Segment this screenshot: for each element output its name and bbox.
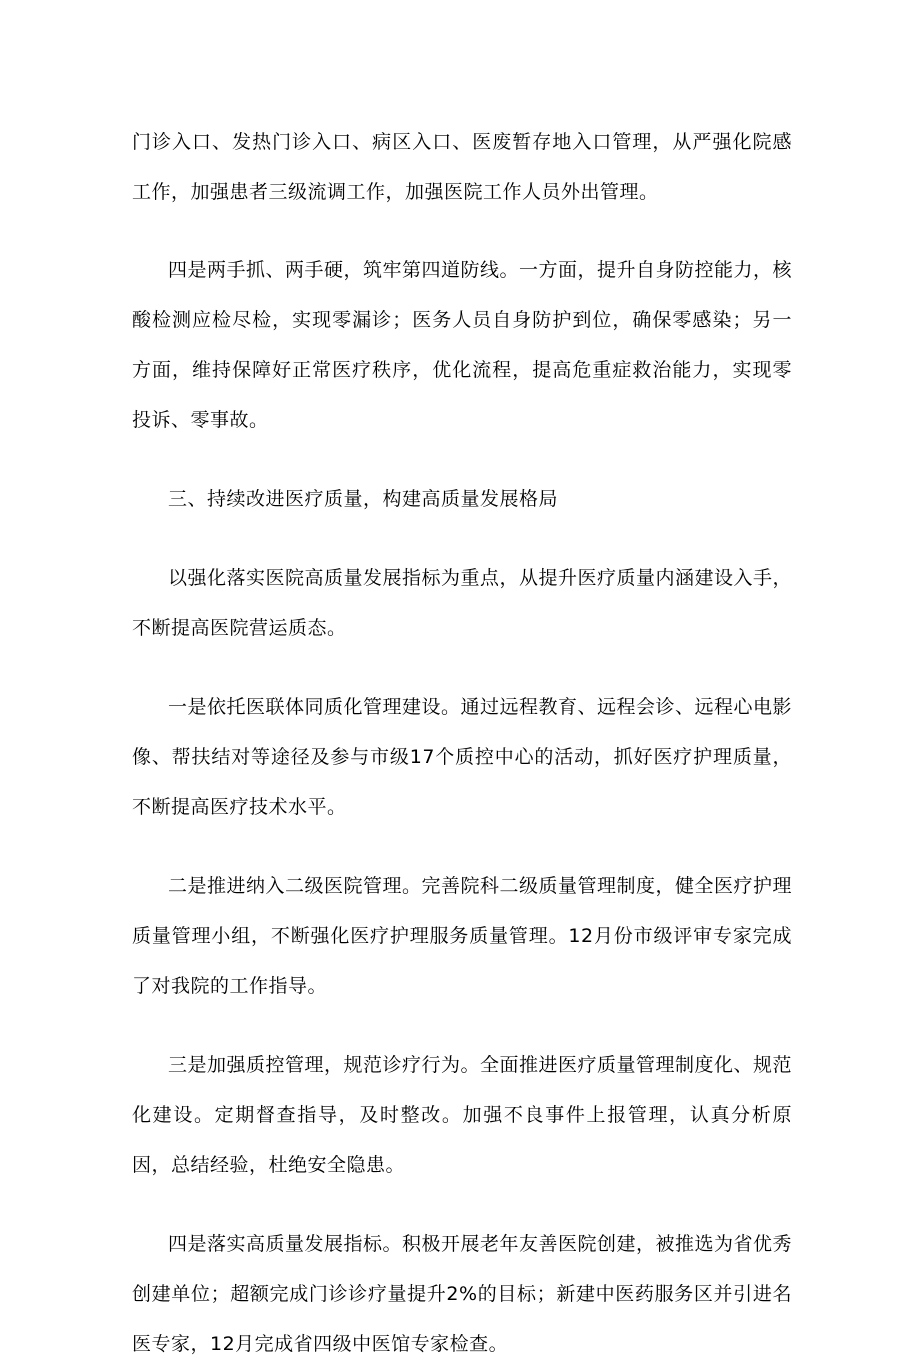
paragraph-continuation: 门诊入口、发热门诊入口、病区入口、医废暂存地入口管理，从严强化院感工作，加强患者三级流调工作，加强医院工作人员外出管理。 [132,131,792,203]
paragraph-medical-alliance: 一是依托医联体同质化管理建设。通过远程教育、远程会诊、远程心电影像、帮扶结对等途径及参与市级17个质控中心的活动，抓好医疗护理质量，不断提高医疗技术水平。 [132,696,793,818]
paragraph-fourth-defense: 四是两手抓、两手硬，筑牢第四道防线。一方面，提升自身防控能力，核酸检测应检尽检，实现零漏诊；医务人员自身防护到位，确保零感染；另一方面，维持保障好正常医疗秩序，优化流程，提高危重症救治能力，实现零投诉、零事故。 [132,259,793,431]
paragraph-development-indicators: 四是落实高质量发展指标。积极开展老年友善医院创建，被推选为省优秀创建单位；超额完成门诊诊疗量提升2%的目标；新建中医药服务区并引进名医专家，12月完成省四级中医馆专家检查。 [132,1233,793,1355]
paragraph-second-level-management: 二是推进纳入二级医院管理。完善院科二级质量管理制度，健全医疗护理质量管理小组，不断强化医疗护理服务质量管理。12月份市级评审专家完成了对我院的工作指导。 [132,875,793,997]
section-heading-quality: 三、持续改进医疗质量，构建高质量发展格局 [168,488,559,510]
paragraph-quality-control: 三是加强质控管理，规范诊疗行为。全面推进医疗质量管理制度化、规范化建设。定期督查指导，及时整改。加强不良事件上报管理，认真分析原因，总结经验，杜绝安全隐患。 [132,1054,793,1176]
paragraph-quality-intro: 以强化落实医院高质量发展指标为重点，从提升医疗质量内涵建设入手，不断提高医院营运质态。 [132,567,793,639]
